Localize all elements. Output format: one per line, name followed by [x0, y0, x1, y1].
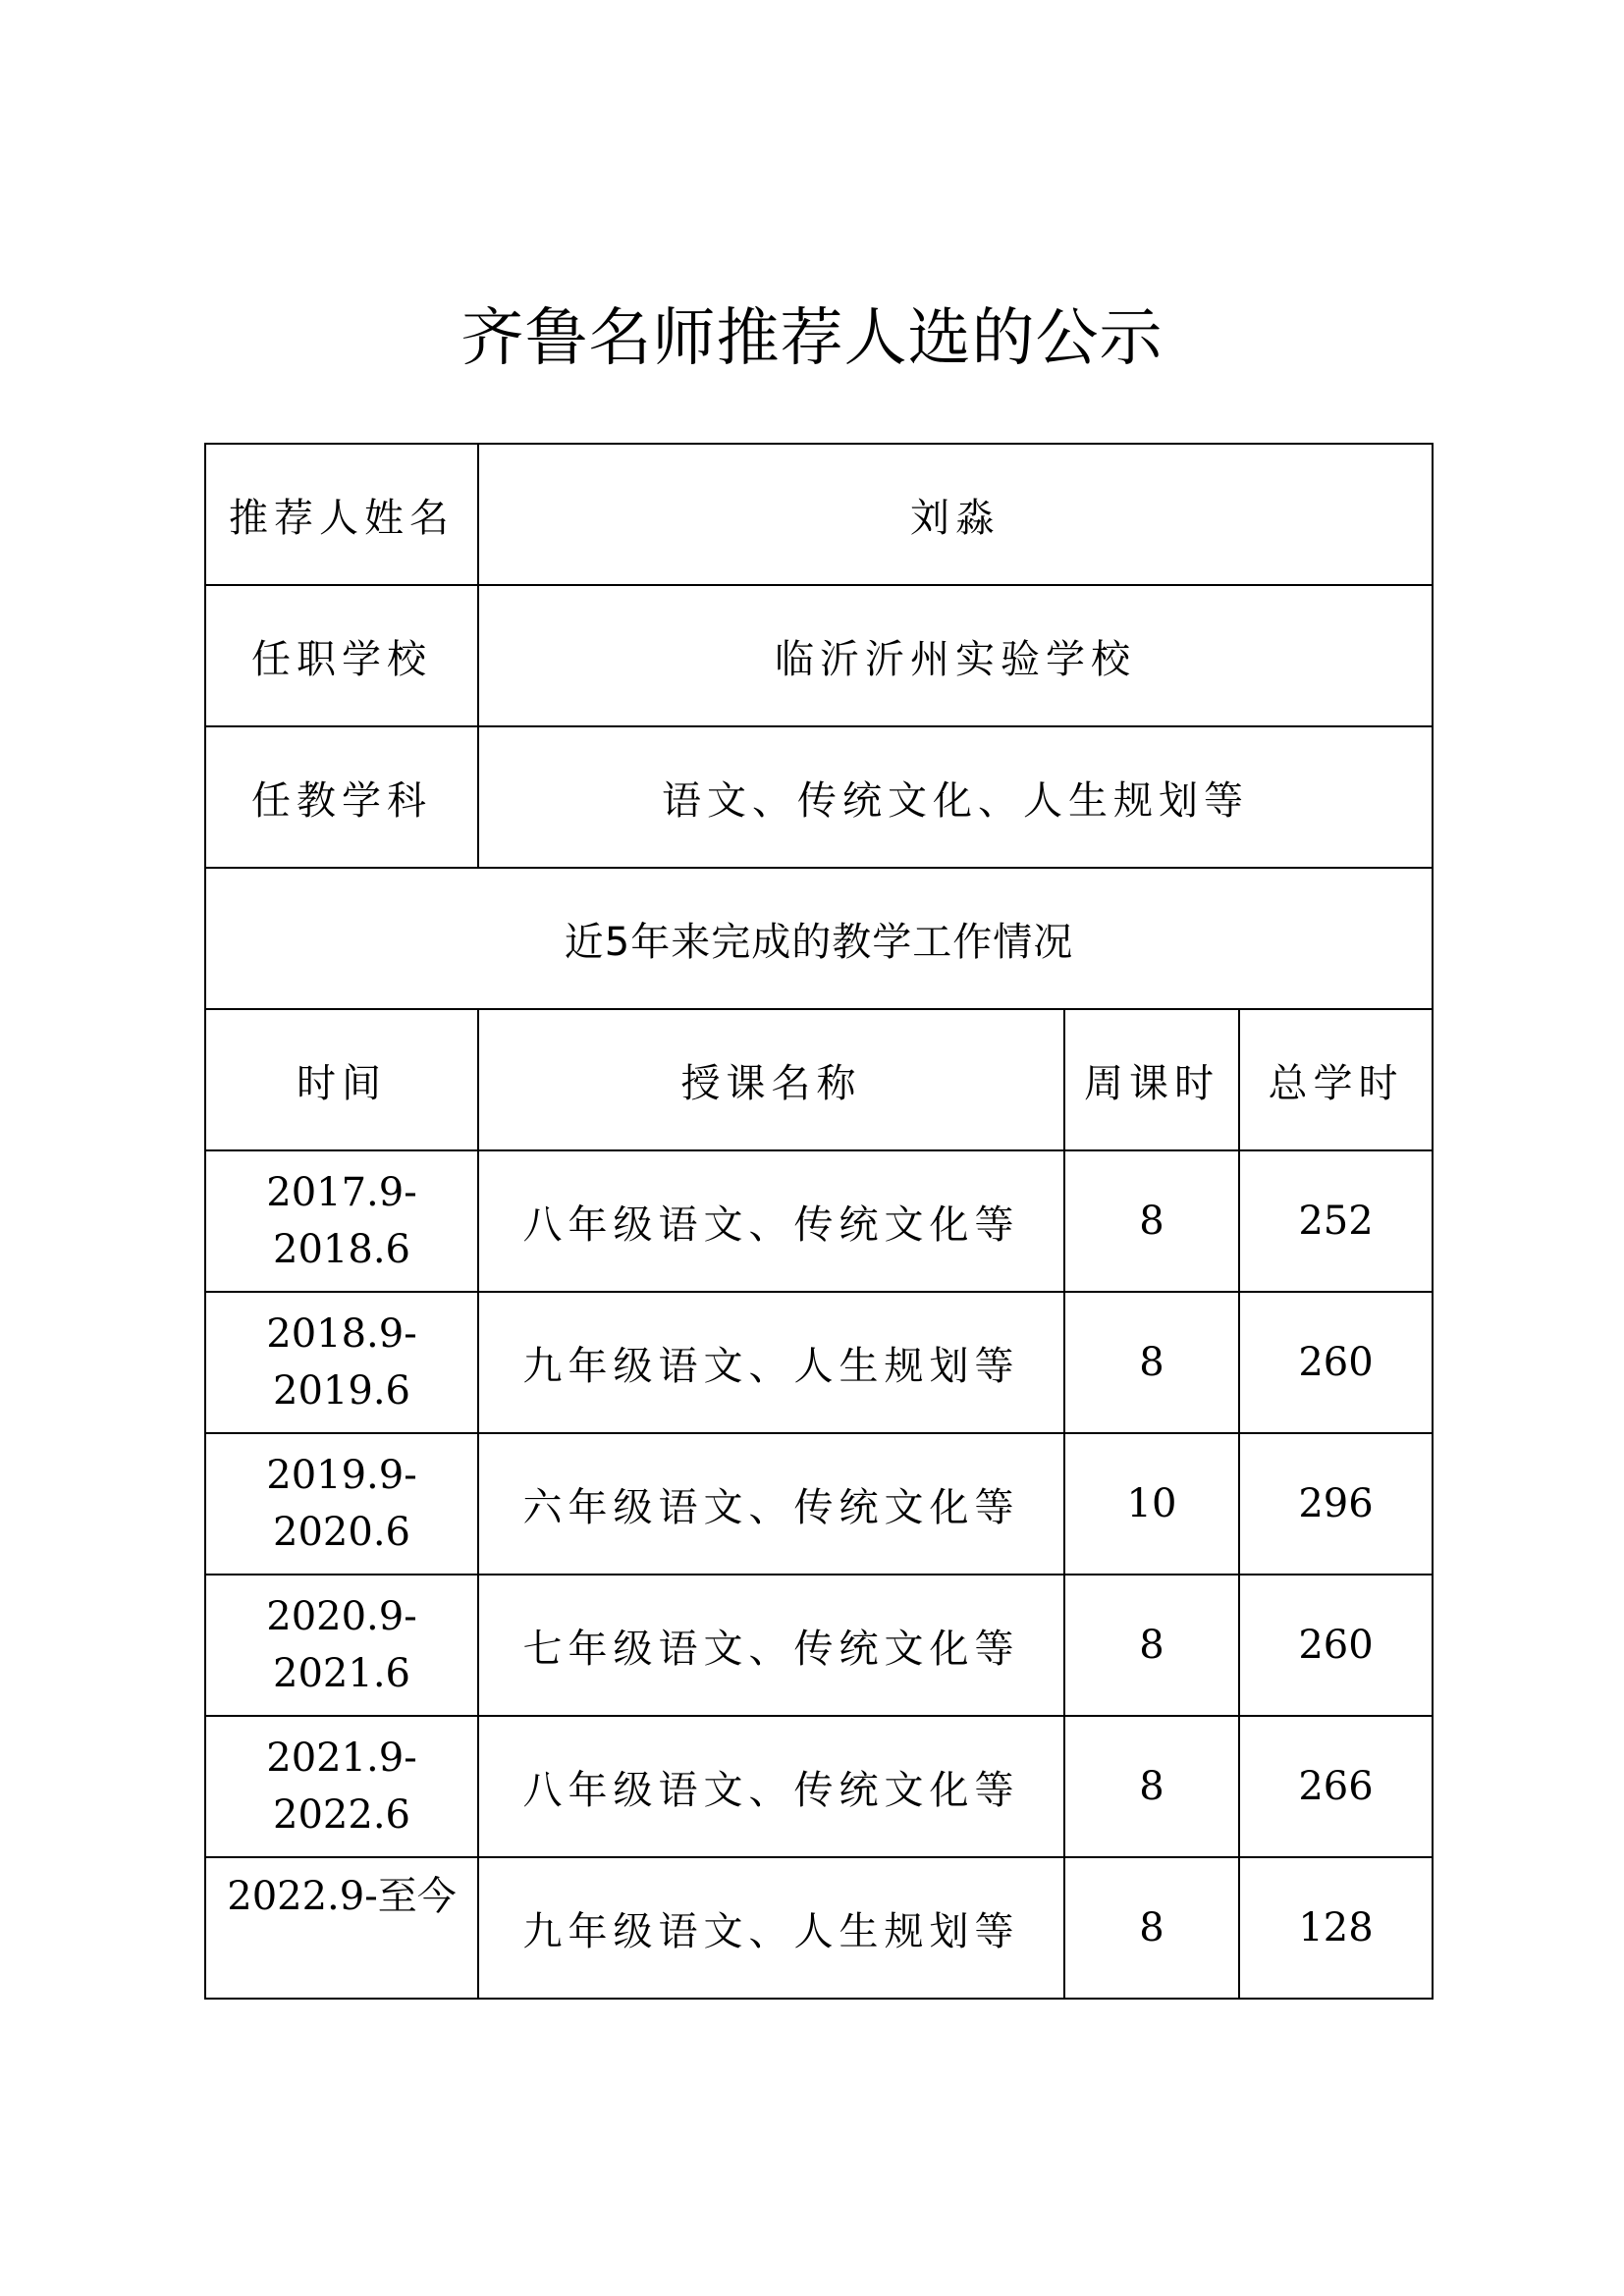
time-end: 2021.6: [273, 1651, 410, 1696]
time-start: 2019.9-: [266, 1453, 417, 1498]
total-cell: 266: [1239, 1716, 1433, 1857]
weekly-cell: 8: [1064, 1857, 1239, 1999]
school-row: [205, 585, 1433, 726]
recommendation-table: [204, 443, 1434, 2000]
name-value: 刘淼: [478, 444, 1433, 585]
time-cell: [205, 1857, 478, 1999]
time-start: 2020.9-: [266, 1594, 417, 1639]
time-cell: [205, 1292, 478, 1433]
time-start: 2022.9-至今: [227, 1874, 457, 1919]
time-end: 2022.6: [273, 1792, 410, 1838]
time-cell: [205, 1716, 478, 1857]
total-cell: 252: [1239, 1150, 1433, 1292]
time-start: 2021.9-: [266, 1735, 417, 1781]
time-end: 2018.6: [273, 1227, 410, 1272]
course-cell: 六年级语文、传统文化等: [478, 1433, 1064, 1575]
time-cell: [205, 1575, 478, 1716]
section-row: [205, 868, 1433, 1009]
school-label: 任职学校: [205, 585, 478, 726]
subject-label: 任教学科: [205, 726, 478, 868]
course-cell: 九年级语文、人生规划等: [478, 1857, 1064, 1999]
time-end: 2019.6: [273, 1368, 410, 1414]
table-row: [205, 1716, 1433, 1857]
total-cell: 128: [1239, 1857, 1433, 1999]
subject-value: 语文、传统文化、人生规划等: [478, 726, 1433, 868]
header-course: 授课名称: [478, 1009, 1064, 1150]
header-total: 总学时: [1239, 1009, 1433, 1150]
time-end: 2020.6: [273, 1510, 410, 1555]
time-cell: [205, 1150, 478, 1292]
table-row: [205, 1150, 1433, 1292]
page-title: 齐鲁名师推荐人选的公示: [460, 302, 1164, 375]
table-row: [205, 1292, 1433, 1433]
weekly-cell: 8: [1064, 1292, 1239, 1433]
time-start: 2018.9-: [266, 1311, 417, 1357]
subject-row: [205, 726, 1433, 868]
course-cell: 八年级语文、传统文化等: [478, 1150, 1064, 1292]
time-start: 2017.9-: [266, 1170, 417, 1215]
weekly-cell: 8: [1064, 1150, 1239, 1292]
total-cell: 260: [1239, 1575, 1433, 1716]
course-cell: 九年级语文、人生规划等: [478, 1292, 1064, 1433]
header-time: 时间: [205, 1009, 478, 1150]
course-cell: 七年级语文、传统文化等: [478, 1575, 1064, 1716]
weekly-cell: 8: [1064, 1575, 1239, 1716]
weekly-cell: 8: [1064, 1716, 1239, 1857]
header-row: [205, 1009, 1433, 1150]
section-title: 近5年来完成的教学工作情况: [205, 868, 1433, 1009]
school-value: 临沂沂州实验学校: [478, 585, 1433, 726]
table-row: [205, 1575, 1433, 1716]
time-cell: [205, 1433, 478, 1575]
name-label: 推荐人姓名: [205, 444, 478, 585]
course-cell: 八年级语文、传统文化等: [478, 1716, 1064, 1857]
header-weekly: 周课时: [1064, 1009, 1239, 1150]
name-row: [205, 444, 1433, 585]
table-row: [205, 1857, 1433, 1999]
total-cell: 260: [1239, 1292, 1433, 1433]
weekly-cell: 10: [1064, 1433, 1239, 1575]
total-cell: 296: [1239, 1433, 1433, 1575]
table-row: [205, 1433, 1433, 1575]
